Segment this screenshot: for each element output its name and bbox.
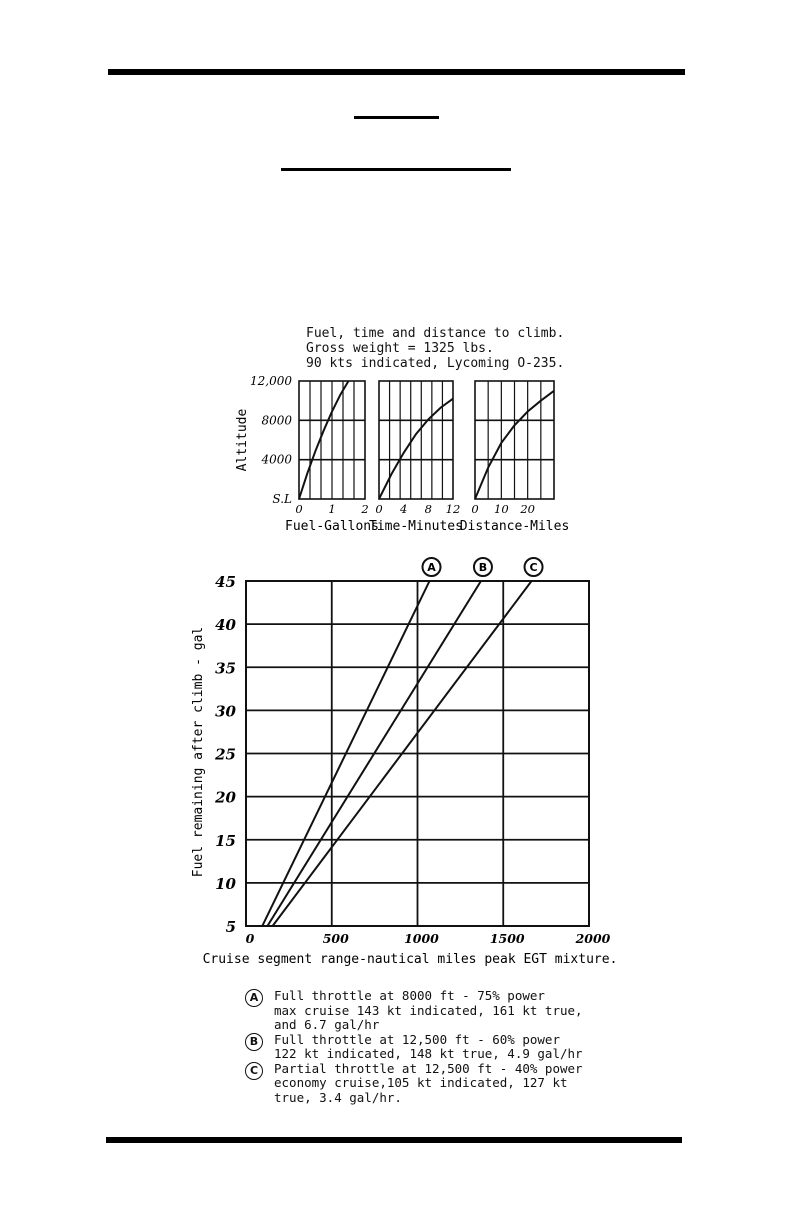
legend-text-line: Partial throttle at 12,500 ft - 40% power xyxy=(274,1060,583,1076)
climb-caption-line-1: Fuel, time and distance to climb. xyxy=(306,326,565,341)
main-xtick-label: 500 xyxy=(322,931,349,946)
climb-ytick-label: 4000 xyxy=(261,452,292,467)
climb-xlabel: Fuel-Gallons xyxy=(285,519,379,534)
main-ytick-label: 40 xyxy=(215,616,236,635)
climb-panel xyxy=(369,381,463,534)
climb-xtick-label: 20 xyxy=(520,502,535,516)
climb-xtick-label: 1 xyxy=(328,502,336,516)
climb-ylabel: Altitude xyxy=(235,408,250,472)
climb-ytick-label: S.L xyxy=(272,492,292,506)
main-xtick-label: 0 xyxy=(245,931,255,946)
climb-panel xyxy=(285,381,379,534)
main-xtick-label: 1000 xyxy=(404,931,439,946)
main-xlabel: Cruise segment range-nautical miles peak EGT mixture. xyxy=(202,952,618,967)
legend-text-line: and 6.7 gal/hr xyxy=(274,1017,380,1032)
main-ytick-label: 25 xyxy=(215,745,236,764)
climb-caption-line-3: 90 kts indicated, Lycoming O-235. xyxy=(306,356,565,371)
cruise-range-chart xyxy=(191,558,617,967)
main-ytick-label: 20 xyxy=(215,788,236,807)
series-marker-label: A xyxy=(427,561,436,574)
climb-xlabel: Distance-Miles xyxy=(459,519,570,534)
legend-text-line: max cruise 143 kt indicated, 161 kt true, xyxy=(274,1002,583,1018)
climb-curve xyxy=(299,381,349,499)
climb-ytick-label: 12,000 xyxy=(250,374,292,388)
climb-xtick-label: 12 xyxy=(445,502,461,516)
legend-text-line: Full throttle at 12,500 ft - 60% power xyxy=(274,1031,560,1047)
climb-xtick-label: 0 xyxy=(471,502,479,516)
main-ytick-label: 30 xyxy=(215,702,236,721)
legend-marker: B xyxy=(245,1033,263,1051)
main-ytick-label: 45 xyxy=(215,573,236,591)
main-xtick-label: 1500 xyxy=(489,931,525,946)
main-xtick-label: 2000 xyxy=(575,931,611,946)
main-ylabel: Fuel remaining after climb - gal xyxy=(191,626,206,878)
main-ytick-label: 35 xyxy=(215,659,236,678)
series-marker-label: C xyxy=(529,561,538,574)
climb-xtick-label: 0 xyxy=(375,502,383,516)
legend-text-line: true, 3.4 gal/hr. xyxy=(274,1089,402,1105)
legend-text-line: Full throttle at 8000 ft - 75% power xyxy=(274,988,545,1003)
climb-caption-line-2: Gross weight = 1325 lbs. xyxy=(306,341,494,356)
legend-marker: A xyxy=(245,989,263,1007)
climb-xtick-label: 8 xyxy=(424,502,432,516)
legend-text-line: economy cruise,105 kt indicated, 127 kt xyxy=(274,1075,568,1090)
climb-xtick-label: 10 xyxy=(494,502,509,516)
climb-xlabel: Time-Minutes xyxy=(369,519,463,534)
main-ytick-label: 15 xyxy=(215,831,236,850)
climb-panel xyxy=(460,381,570,534)
climb-xtick-label: 0 xyxy=(295,502,303,516)
legend-text-line: 122 kt indicated, 148 kt true, 4.9 gal/hr xyxy=(274,1046,583,1061)
climb-ytick-label: 8000 xyxy=(261,413,292,428)
climb-xtick-label: 2 xyxy=(361,502,369,516)
climb-xtick-label: 4 xyxy=(400,502,408,516)
climb-charts xyxy=(235,374,569,534)
series-marker-label: B xyxy=(478,561,488,574)
main-ytick-label: 10 xyxy=(215,874,236,893)
main-ytick-label: 5 xyxy=(225,918,236,936)
legend-marker: C xyxy=(245,1062,263,1080)
